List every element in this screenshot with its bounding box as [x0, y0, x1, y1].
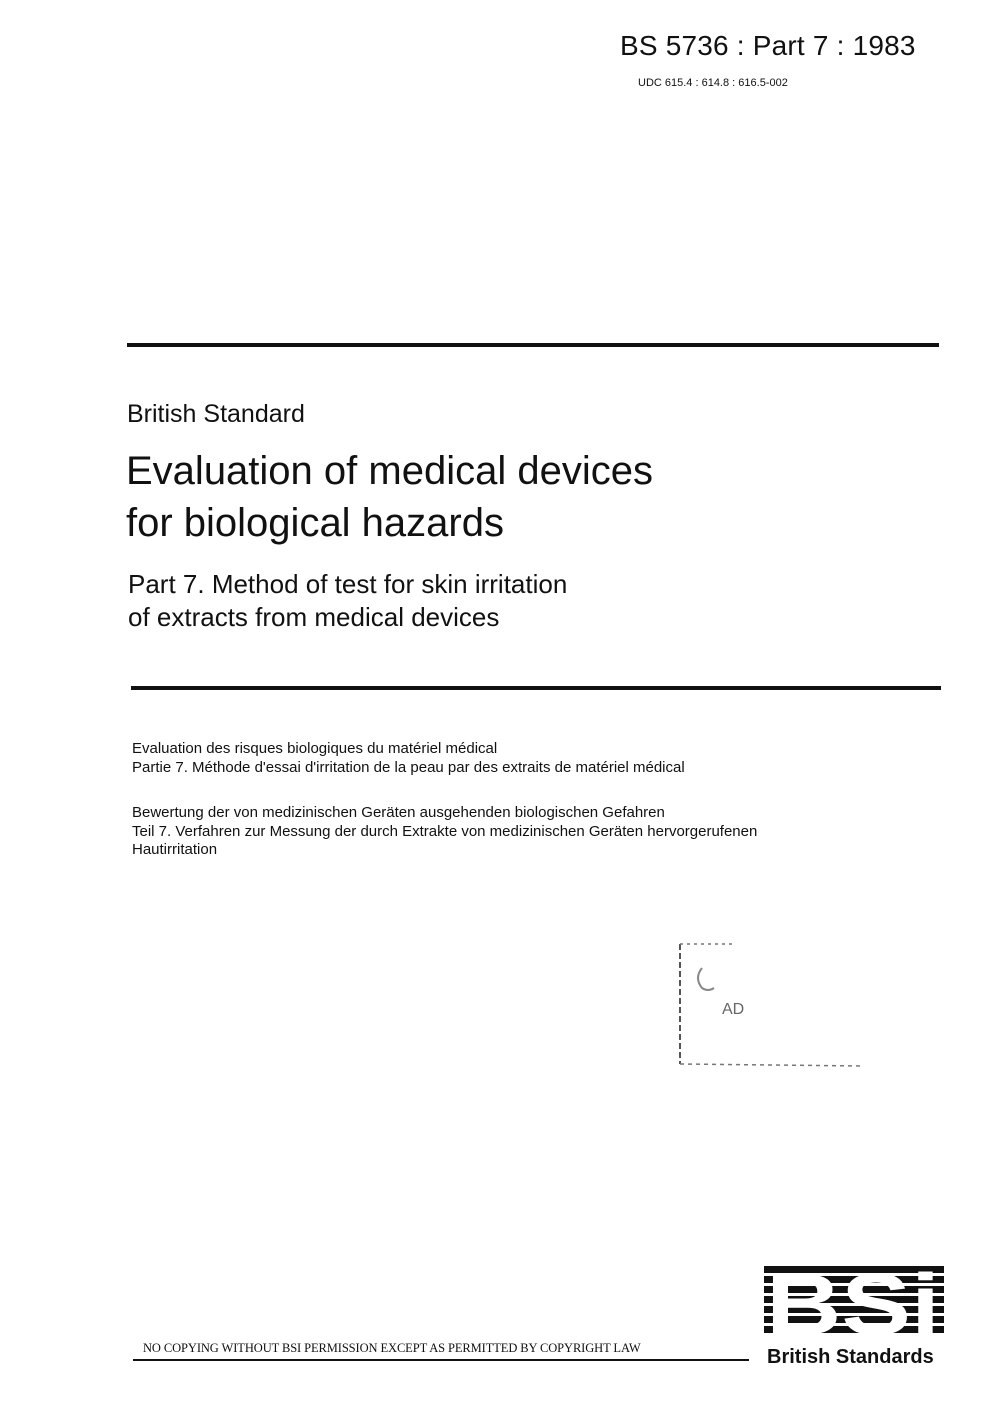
- document-subtitle: [128, 568, 828, 634]
- french-title: [132, 740, 892, 777]
- german-title-line-1: Bewertung der von medizinischen Geräten ausgehenden biologischen Gefahren: [132, 804, 665, 821]
- title-line-1: Evaluation of medical devices: [126, 449, 653, 493]
- subtitle-line-1: Part 7. Method of test for skin irritation: [128, 569, 568, 599]
- title-line-2: for biological hazards: [126, 501, 504, 545]
- bottom-divider: [131, 686, 941, 690]
- bsi-logo-lettering: BSi: [766, 1262, 940, 1352]
- german-title: [132, 804, 892, 860]
- bsi-logo-caption: British Standards: [767, 1346, 934, 1368]
- copyright-underline: [133, 1359, 749, 1361]
- german-title-line-3: Hautirritation: [132, 841, 218, 858]
- bsi-logo: [764, 1262, 944, 1352]
- udc-code: UDC 615.4 : 614.8 : 616.5-002: [638, 77, 788, 89]
- standard-number: BS 5736 : Part 7 : 1983: [620, 30, 916, 61]
- french-title-line-2: Partie 7. Méthode d'essai d'irritation de la peau par des extraits de matériel médical: [132, 758, 685, 776]
- series-label: British Standard: [127, 400, 305, 428]
- subtitle-line-2: of extracts from medical devices: [128, 602, 500, 632]
- library-stamp: [676, 942, 868, 1068]
- document-title: [126, 445, 886, 549]
- stamp-text: AD: [722, 1001, 745, 1018]
- french-title-line-1: Evaluation des risques biologiques du matériel médical: [132, 740, 498, 757]
- german-title-line-2: Teil 7. Verfahren zur Messung der durch Extrakte von medizinischen Geräten hervorgerufenen: [132, 822, 758, 840]
- copyright-notice: NO COPYING WITHOUT BSI PERMISSION EXCEPT AS PERMITTED BY COPYRIGHT LAW: [143, 1341, 641, 1355]
- top-divider: [127, 343, 939, 347]
